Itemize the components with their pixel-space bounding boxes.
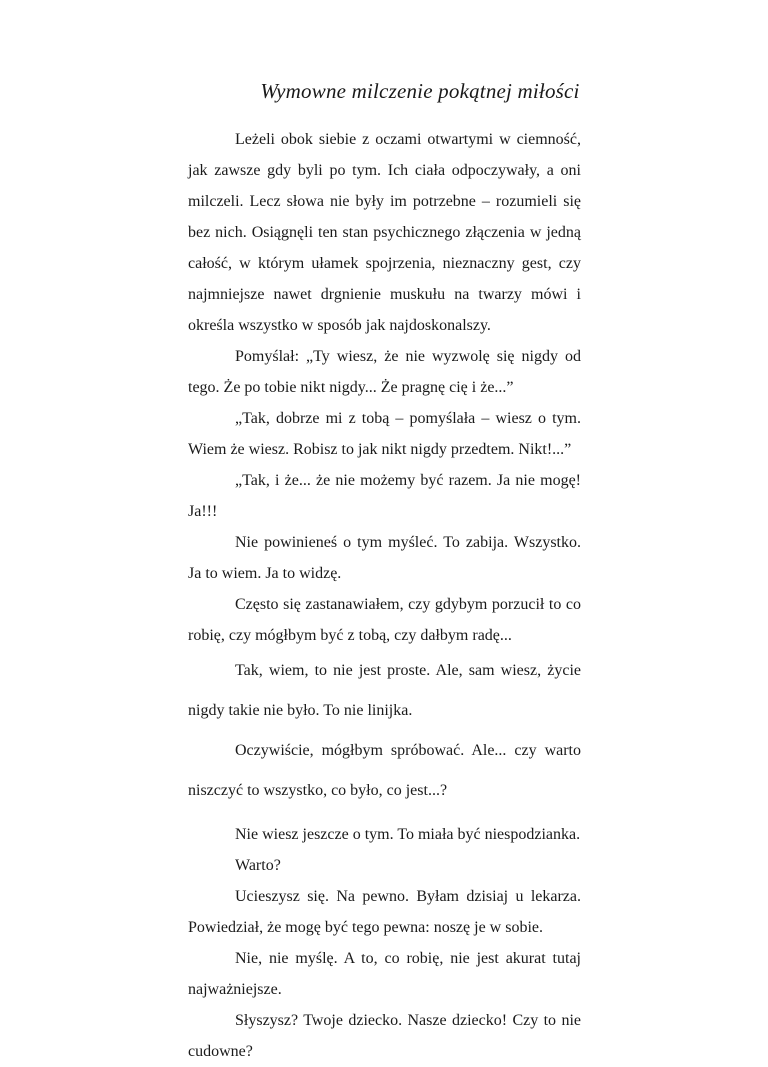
paragraph: Nie, nie myślę. A to, co robię, nie jest akurat tutaj najważniejsze. xyxy=(188,950,581,998)
paragraph: Pomyślał: „Ty wiesz, że nie wyzwolę się nigdy od tego. Że po tobie nikt nigdy... Że pragnę cię i że...” xyxy=(188,348,581,396)
paragraph: Nie powinieneś o tym myśleć. To zabija. Wszystko. Ja to wiem. Ja to widzę. xyxy=(188,534,581,582)
paragraph: Słyszysz? Twoje dziecko. Nasze dziecko! Czy to nie cudowne? xyxy=(188,1012,581,1060)
paragraph: Tak, wiem, to nie jest proste. Ale, sam wiesz, życie nigdy takie nie było. To nie linijka. xyxy=(188,662,581,719)
paragraph: Nie wiesz jeszcze o tym. To miała być niespodzianka. xyxy=(235,826,581,843)
document-title: Wymowne milczenie pokątnej miłości xyxy=(260,79,580,103)
paragraph: „Tak, i że... że nie możemy być razem. Ja nie mogę! Ja!!! xyxy=(188,472,581,520)
paragraph: „Tak, dobrze mi z tobą – pomyślała – wiesz o tym. Wiem że wiesz. Robisz to jak nikt nigdy przedtem. Nikt!...” xyxy=(188,410,581,458)
paragraph: Oczywiście, mógłbym spróbować. Ale... czy warto niszczyć to wszystko, co było, co jest...? xyxy=(188,742,581,799)
paragraph: Leżeli obok siebie z oczami otwartymi w ciemność, jak zawsze gdy byli po tym. Ich ciała odpoczywały, a oni milczeli. Lecz słowa nie były im potrzebne – rozumieli się bez nich. Osiągnęli ten stan psychicznego złączenia w jedną całość, w którym ułamek spojrzenia, nieznaczny gest, czy najmniejsze nawet drgnienie muskułu na twarzy mówi i określa wszystko w sposób jak najdoskonalszy. xyxy=(188,131,581,334)
paragraph: Często się zastanawiałem, czy gdybym porzucił to co robię, czy mógłbym być z tobą, czy dałbym radę... xyxy=(188,596,581,644)
document-body xyxy=(188,124,581,1067)
paragraph: Warto? xyxy=(235,857,281,874)
paragraph: Ucieszysz się. Na pewno. Byłam dzisiaj u lekarza. Powiedział, że mogę być tego pewna: noszę je w sobie. xyxy=(188,888,581,936)
